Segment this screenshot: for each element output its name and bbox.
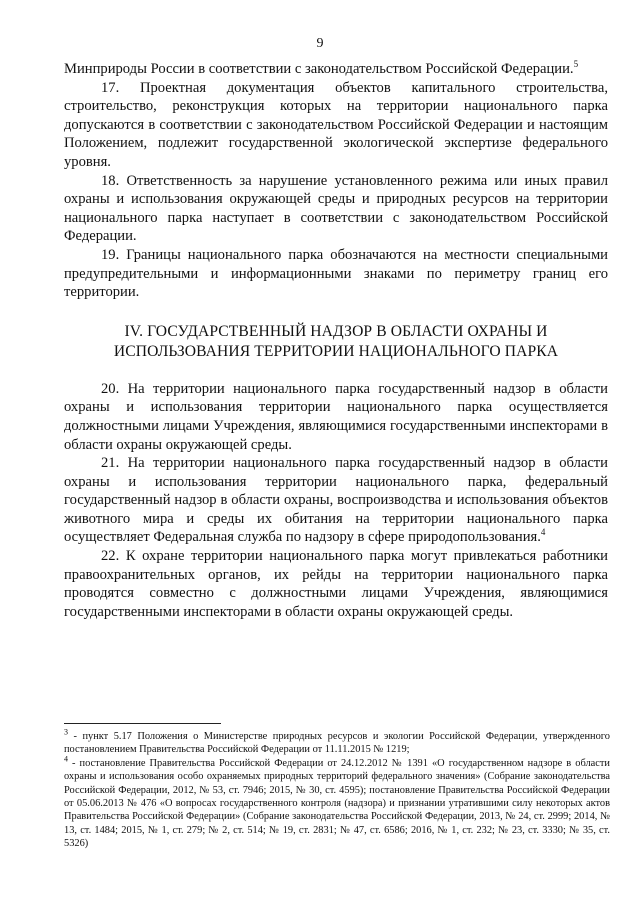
footnote-3: $^3$ - пункт 5.17 Положения о Министерстве природных ресурсов и экологии Российской Федерации, утвержденного постановлением Правительства Российской Федерации от 11.11.2015 № 1219; bbox=[64, 727, 610, 756]
footnote-divider bbox=[64, 723, 221, 724]
footnote-mark: 3 bbox=[64, 727, 68, 737]
paragraph-22: 22. К охране территории национального парка могут привлекаться работники правоохранительных органов, их рейды на территории национального парка проводятся совместно с должностными лицами Учреждения, являющимися государственными инспекторами в области охраны окружающей среды. bbox=[64, 548, 608, 620]
section-heading-line-1: IV. ГОСУДАРСТВЕННЫЙ НАДЗОР В ОБЛАСТИ ОХРАНЫ И bbox=[124, 322, 548, 340]
footnotes bbox=[64, 727, 610, 851]
footnote-mark: 4 bbox=[64, 754, 68, 764]
section-heading-line-2: ИСПОЛЬЗОВАНИЯ ТЕРРИТОРИИ НАЦИОНАЛЬНОГО ПАРКА bbox=[113, 342, 559, 360]
section-heading bbox=[64, 322, 608, 362]
document-body bbox=[64, 60, 608, 621]
footnote-reference: 4 bbox=[540, 527, 546, 538]
paragraph-continuation: Минприроды России в соответствии с законодательством Российской Федерации.$^5$ bbox=[64, 59, 579, 77]
footnote-4: $^4$ - постановление Правительства Российской Федерации от 24.12.2012 № 1391 «О государственном надзоре в области охраны и использования особо охраняемых природных территорий федерального значения» (Собрание законодательства Российской Федерации, 2012, № 53, ст. 7946; 2015, № 30, ст. 4595); постановление Правительства Российской Федерации от 05.06.2013 № 476 «О вопросах государственного контроля (надзора) и признании утратившими силу некоторых актов Правительства Российской Федерации» (Собрание законодательства Российской Федерации, 2013, № 24, ст. 2999; 2014, № 13, ст. 1484; 2015, № 1, ст. 279; № 2, ст. 514; № 19, ст. 2831; № 47, ст. 6586; 2016, № 1, ст. 232; № 23, ст. 3330; № 35, ст. 5326) bbox=[64, 754, 610, 850]
footnote-reference: 5 bbox=[573, 59, 579, 70]
paragraph-19: 19. Границы национального парка обозначаются на местности специальными предупредительными и информационными знаками по периметру границ его территории. bbox=[64, 246, 608, 301]
page-number: 9 bbox=[316, 36, 324, 51]
paragraph-18: 18. Ответственность за нарушение установленного режима или иных правил охраны и использования окружающей среды и природных ресурсов на территории национального парка наступает в соответствии с законодательством Российской Федерации. bbox=[64, 172, 608, 245]
paragraph-21: 21. На территории национального парка государственный надзор в области охраны и использования территории национального парка, федеральный государственный надзор в области охраны, воспроизводства и использования объектов животного мира и среды их обитания на территории национального парка осуществляет Федеральная служба по надзору в сфере природопользования.$^4$ bbox=[64, 455, 608, 546]
paragraph-20: 20. На территории национального парка государственный надзор в области охраны и использования территории национального парка осуществляется должностными лицами Учреждения, являющимися государственными инспекторами в области охраны окружающей среды. bbox=[64, 380, 608, 453]
paragraph-17: 17. Проектная документация объектов капитального строительства, строительство, реконструкция которых на территории национального парка допускаются в соответствии с законодательством Российской Федерации и настоящим Положением, подлежит государственной экологической экспертизе федерального уровня. bbox=[64, 79, 608, 170]
